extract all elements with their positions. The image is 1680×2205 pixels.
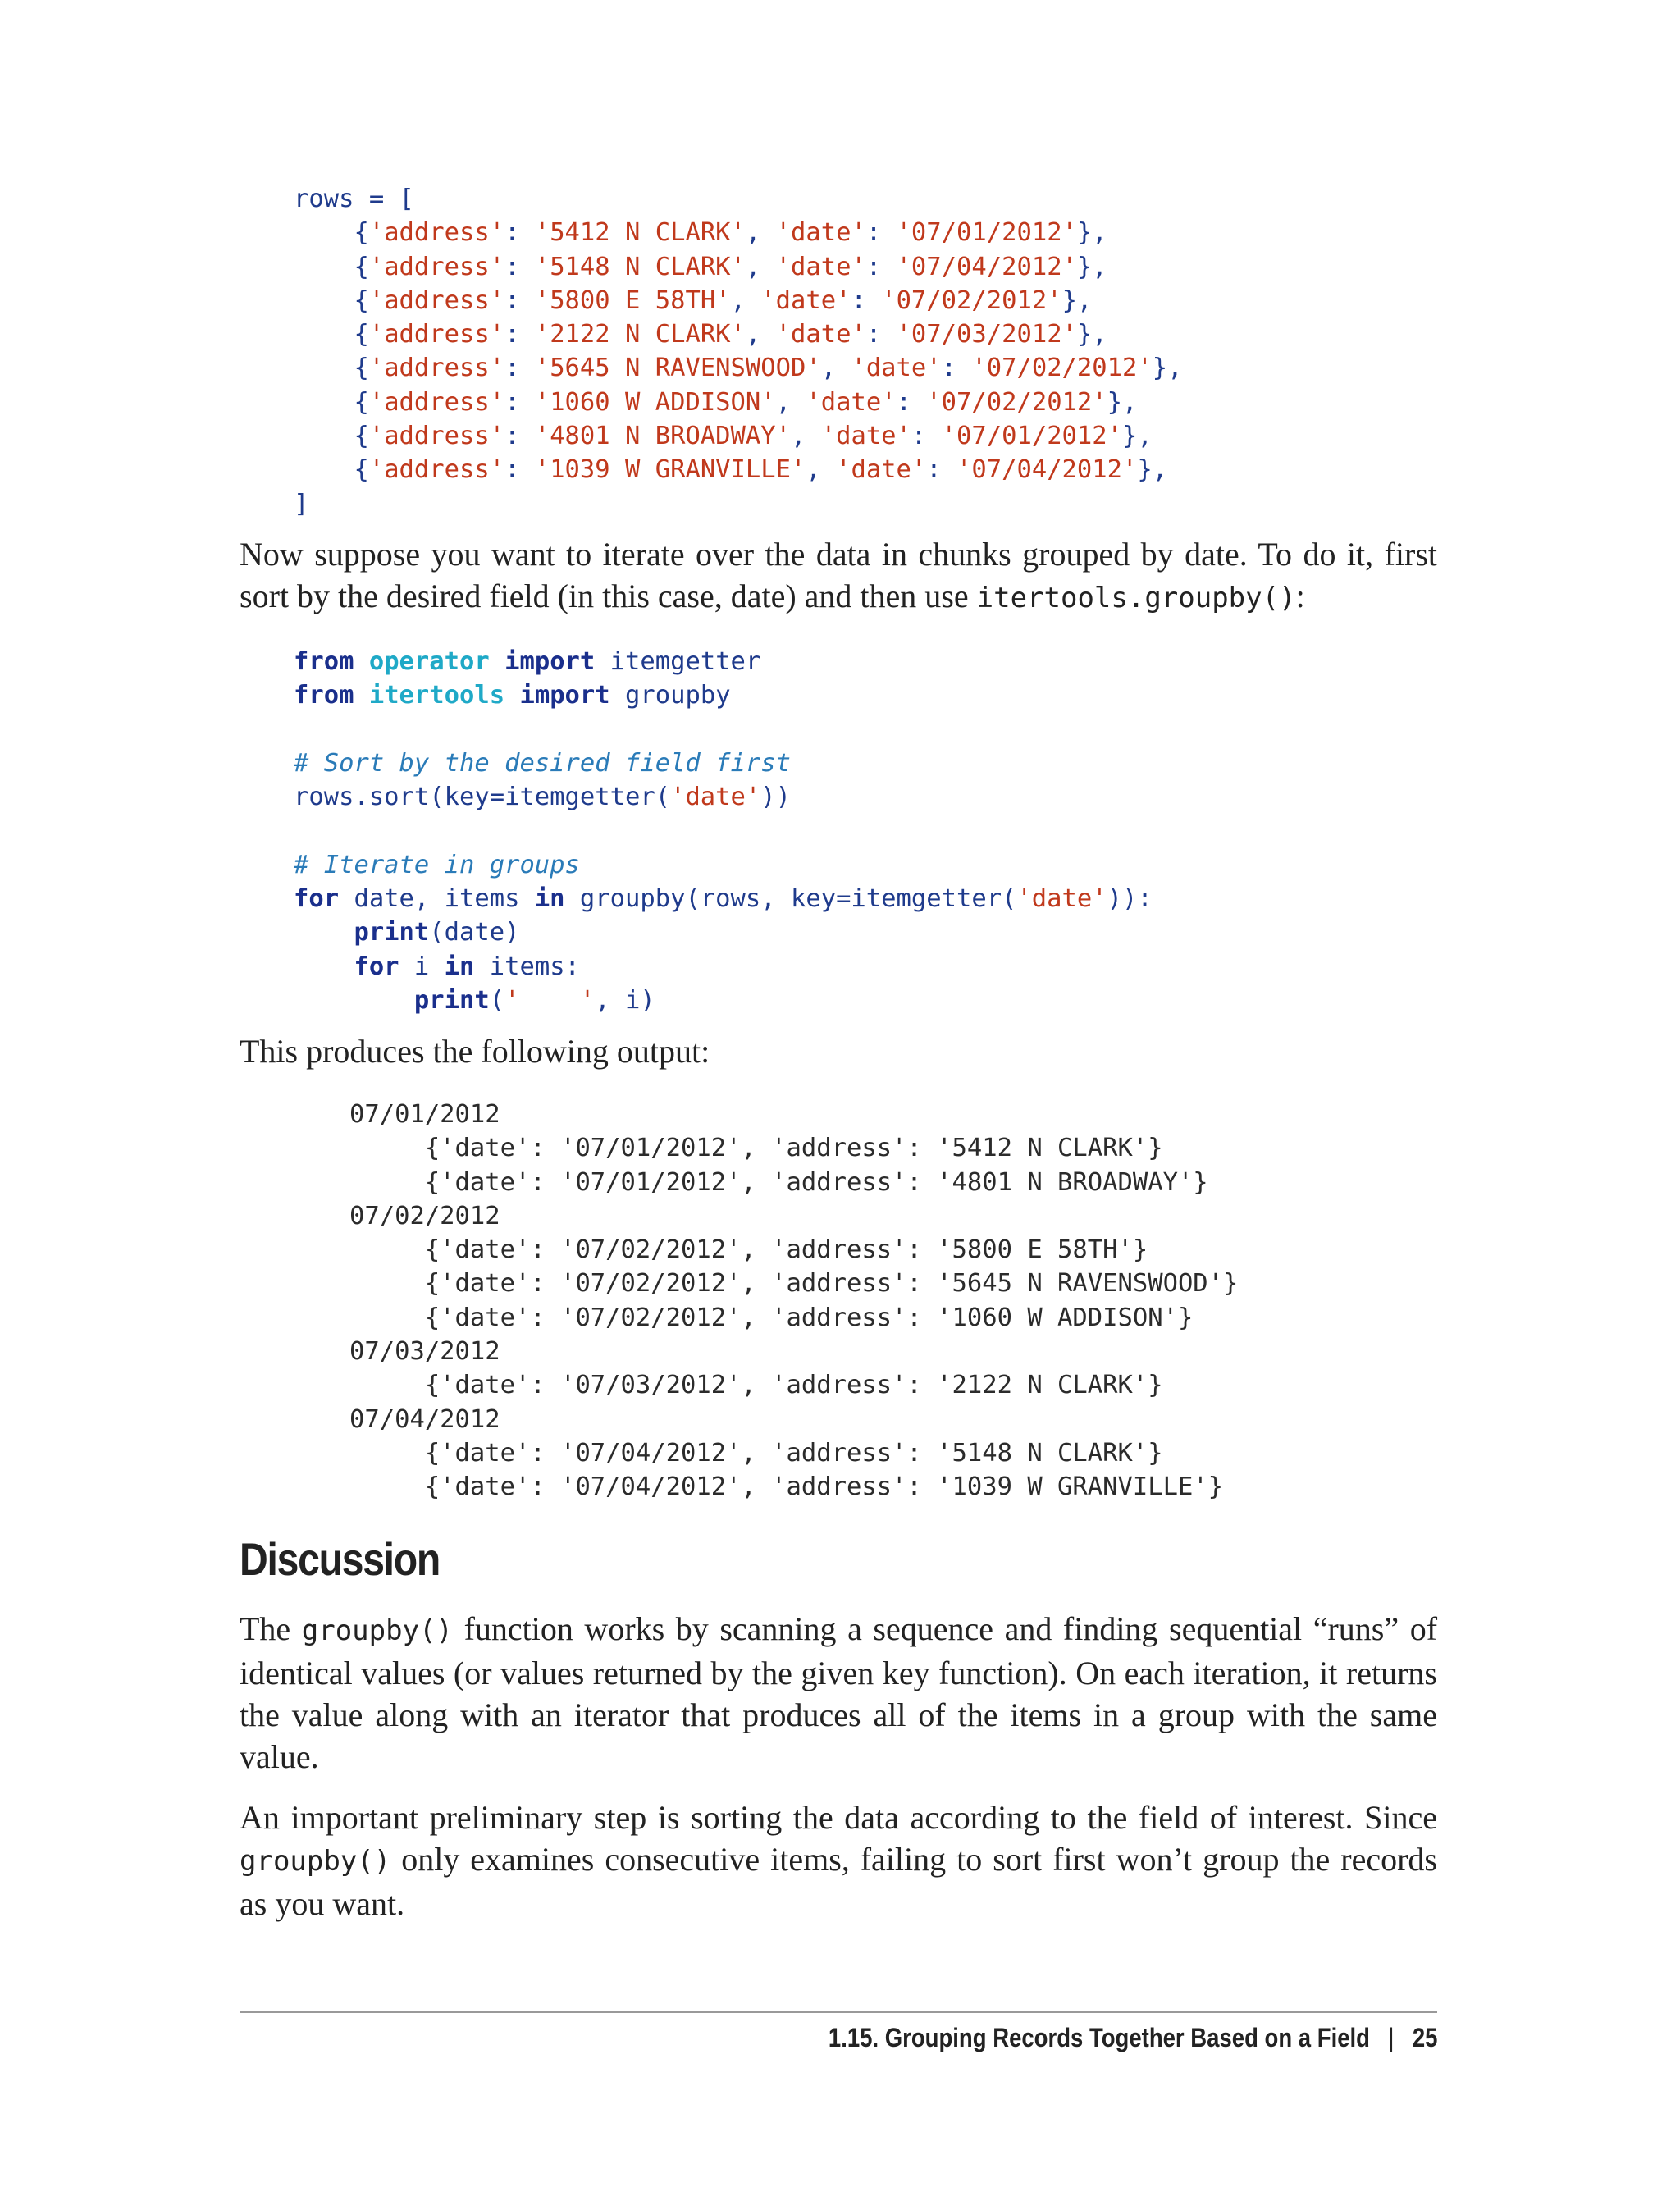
code-line bbox=[294, 386, 1182, 419]
code-token: 'address' bbox=[368, 455, 505, 485]
output-line: {'date': '07/01/2012', 'address': '5412 N CLARK'} bbox=[349, 1134, 1163, 1163]
code-token: 'address' bbox=[368, 285, 505, 315]
code-token: '1060 W ADDISON' bbox=[534, 387, 776, 417]
code-token: '07/02/2012' bbox=[926, 387, 1107, 417]
paragraph-discussion-2-post: only examines consecutive items, failing to sort first won’t group the records as you want. bbox=[240, 1841, 1437, 1922]
code-line bbox=[294, 487, 1182, 521]
code-token bbox=[294, 952, 354, 981]
output-line: 07/02/2012 bbox=[349, 1201, 500, 1230]
inline-code-groupby-2: groupby() bbox=[240, 1845, 391, 1878]
code-token: # Iterate in groups bbox=[294, 850, 580, 879]
code-token: '07/02/2012' bbox=[881, 285, 1062, 315]
code-token: '2122 N CLARK' bbox=[534, 320, 746, 349]
code-token: : bbox=[504, 218, 535, 248]
code-token: '07/04/2012' bbox=[956, 455, 1138, 485]
paragraph-discussion-1 bbox=[240, 1608, 1437, 1778]
code-line bbox=[294, 419, 1182, 453]
code-token: ] bbox=[294, 489, 309, 518]
code-line bbox=[294, 678, 1153, 712]
code-token: '07/03/2012' bbox=[896, 320, 1077, 349]
code-token: 'address' bbox=[368, 320, 505, 349]
code-token: '07/01/2012' bbox=[896, 218, 1077, 248]
code-token bbox=[354, 681, 368, 710]
code-token: }, bbox=[1137, 455, 1168, 485]
code-token: }, bbox=[1061, 285, 1093, 315]
output-line: {'date': '07/02/2012', 'address': '5800 E 58TH'} bbox=[349, 1235, 1148, 1265]
output-line: 07/04/2012 bbox=[349, 1404, 500, 1434]
output-line: {'date': '07/04/2012', 'address': '5148 N CLARK'} bbox=[349, 1438, 1163, 1468]
code-line bbox=[294, 882, 1153, 915]
code-token: ( bbox=[489, 985, 505, 1015]
code-line bbox=[294, 317, 1182, 351]
code-token: rows.sort(key=itemgetter( bbox=[294, 783, 671, 812]
code-token: : bbox=[504, 354, 535, 383]
code-token: }, bbox=[1076, 320, 1107, 349]
code-token: rows = [ bbox=[294, 185, 414, 213]
code-token: 'date' bbox=[760, 285, 851, 315]
code-token: : bbox=[926, 455, 957, 485]
output-line: 07/03/2012 bbox=[349, 1337, 500, 1367]
code-line bbox=[294, 216, 1182, 249]
output-line: {'date': '07/01/2012', 'address': '4801 N BROADWAY'} bbox=[349, 1167, 1208, 1197]
code-token: : bbox=[865, 252, 897, 281]
code-token: : bbox=[865, 320, 897, 349]
paragraph-intro-tail: : bbox=[1295, 578, 1305, 614]
code-block-rows bbox=[294, 182, 1182, 521]
code-token: { bbox=[294, 285, 369, 315]
inline-code-groupby: groupby() bbox=[301, 1614, 453, 1647]
code-line bbox=[294, 453, 1182, 486]
code-token: operator bbox=[368, 647, 490, 676]
code-line bbox=[294, 645, 1153, 678]
code-token: { bbox=[294, 455, 369, 485]
code-token: }, bbox=[1152, 354, 1183, 383]
code-token: '07/04/2012' bbox=[896, 252, 1077, 281]
code-token: 'date' bbox=[670, 783, 761, 812]
output-line: {'date': '07/03/2012', 'address': '2122 N CLARK'} bbox=[349, 1371, 1163, 1400]
code-token: }, bbox=[1122, 422, 1153, 451]
code-token: : bbox=[504, 455, 535, 485]
code-token: : bbox=[941, 354, 972, 383]
code-token: 'date' bbox=[851, 354, 942, 383]
code-token: 'address' bbox=[368, 422, 505, 451]
code-token: , bbox=[745, 218, 776, 248]
code-line bbox=[294, 250, 1182, 284]
code-token: : bbox=[896, 387, 927, 417]
paragraph-discussion-1-pre: The bbox=[240, 1610, 302, 1647]
code-token: groupby bbox=[609, 681, 731, 710]
code-token: for bbox=[294, 884, 340, 914]
code-token: : bbox=[504, 252, 535, 281]
code-token: }, bbox=[1107, 387, 1138, 417]
code-token bbox=[490, 647, 504, 676]
code-token bbox=[294, 918, 354, 947]
output-line: {'date': '07/02/2012', 'address': '5645 N RAVENSWOOD'} bbox=[349, 1269, 1239, 1299]
code-line bbox=[294, 713, 1153, 746]
code-token: , bbox=[745, 320, 776, 349]
code-line bbox=[294, 814, 1153, 847]
output-line: 07/01/2012 bbox=[349, 1100, 500, 1129]
code-line bbox=[294, 848, 1153, 882]
code-token: { bbox=[294, 422, 369, 451]
code-token: )): bbox=[1107, 884, 1153, 914]
code-token: 'date' bbox=[1016, 884, 1107, 914]
code-token bbox=[294, 986, 414, 1015]
code-token: '07/02/2012' bbox=[971, 354, 1153, 383]
output-line: {'date': '07/02/2012', 'address': '1060 W ADDISON'} bbox=[349, 1303, 1194, 1332]
code-line bbox=[294, 780, 1153, 814]
code-token: , bbox=[730, 285, 761, 315]
code-token: , bbox=[820, 354, 851, 383]
code-token: 'date' bbox=[820, 422, 911, 451]
code-token: , bbox=[745, 252, 776, 281]
code-token: groupby(rows, key=itemgetter( bbox=[564, 884, 1017, 914]
code-token: 'address' bbox=[368, 387, 505, 417]
code-token: 'date' bbox=[775, 218, 866, 248]
code-block-groupby bbox=[294, 645, 1153, 1017]
code-token: from bbox=[294, 681, 354, 710]
code-token: (date) bbox=[429, 918, 520, 947]
output-line: {'date': '07/04/2012', 'address': '1039 W GRANVILLE'} bbox=[349, 1472, 1224, 1502]
code-line bbox=[294, 351, 1182, 385]
code-token: 'date' bbox=[775, 252, 866, 281]
code-token: { bbox=[294, 218, 369, 248]
code-token: '5412 N CLARK' bbox=[534, 218, 746, 248]
paragraph-discussion-2 bbox=[240, 1796, 1437, 1924]
code-token: { bbox=[294, 387, 369, 417]
code-token: }, bbox=[1076, 218, 1107, 248]
code-token: { bbox=[294, 354, 369, 383]
code-token: '4801 N BROADWAY' bbox=[534, 422, 791, 451]
code-line bbox=[294, 950, 1153, 984]
code-token: '5645 N RAVENSWOOD' bbox=[534, 354, 821, 383]
code-token: # Sort by the desired field first bbox=[294, 748, 791, 778]
code-token: date, items bbox=[339, 884, 535, 914]
page-number: 25 bbox=[1412, 2023, 1437, 2052]
paragraph-output-intro: This produces the following output: bbox=[240, 1033, 710, 1070]
code-token: itemgetter bbox=[595, 647, 761, 676]
code-token: '07/01/2012' bbox=[941, 422, 1123, 451]
code-line bbox=[294, 746, 1153, 780]
paragraph-intro-text: Now suppose you want to iterate over the data in chunks grouped by date. To do it, first sort by the desired field (in this case, date) and then use bbox=[240, 536, 1437, 614]
paragraph-discussion-2-pre: An important preliminary step is sorting the data according to the field of interest. Since bbox=[240, 1799, 1437, 1836]
code-line bbox=[294, 984, 1153, 1017]
code-token: for bbox=[354, 952, 399, 981]
code-token: , bbox=[775, 387, 806, 417]
code-token: import bbox=[519, 681, 610, 710]
code-token: '5148 N CLARK' bbox=[534, 252, 746, 281]
code-token: 'date' bbox=[806, 387, 897, 417]
code-token: }, bbox=[1076, 252, 1107, 281]
footer-rule bbox=[240, 2011, 1437, 2013]
code-token: '5800 E 58TH' bbox=[534, 285, 731, 315]
code-token: , bbox=[791, 422, 821, 451]
code-token: : bbox=[851, 285, 882, 315]
code-token: print bbox=[354, 918, 430, 947]
section-heading: Discussion bbox=[240, 1533, 441, 1585]
code-token: print bbox=[413, 985, 490, 1015]
paragraph-discussion-1-post: function works by scanning a sequence and finding sequential “runs” of identical values (or values returned by the given key function). On each iteration, it returns the value along with an iterator that produces all of the items in a group with the same value. bbox=[240, 1610, 1438, 1775]
code-token: ' ' bbox=[504, 985, 596, 1015]
code-block-output bbox=[349, 1098, 1238, 1504]
code-token: 'address' bbox=[368, 354, 505, 383]
code-token: { bbox=[294, 320, 369, 349]
code-token: from bbox=[294, 647, 354, 676]
code-token: : bbox=[911, 422, 942, 451]
code-token: , bbox=[806, 455, 837, 485]
code-token: 'date' bbox=[836, 455, 927, 485]
code-token: , i) bbox=[595, 985, 655, 1015]
code-token bbox=[504, 681, 519, 710]
code-token: in bbox=[534, 884, 565, 914]
code-token: 'date' bbox=[775, 320, 866, 349]
code-token: 'address' bbox=[368, 218, 505, 248]
footer-separator: | bbox=[1387, 2023, 1395, 2052]
code-token: i bbox=[399, 952, 445, 981]
code-token: : bbox=[865, 218, 897, 248]
paragraph-intro bbox=[240, 533, 1437, 619]
inline-code-itertools-groupby: itertools.groupby() bbox=[976, 582, 1296, 614]
code-token: '1039 W GRANVILLE' bbox=[534, 455, 806, 485]
code-token: import bbox=[504, 647, 596, 676]
code-line bbox=[294, 182, 1182, 216]
code-token bbox=[354, 647, 368, 676]
code-token: : bbox=[504, 320, 535, 349]
code-token: items: bbox=[474, 952, 580, 981]
code-token: )) bbox=[760, 783, 791, 812]
code-token: : bbox=[504, 422, 535, 451]
code-token: : bbox=[504, 285, 535, 315]
code-token: itertools bbox=[368, 681, 505, 710]
code-token: in bbox=[444, 952, 475, 981]
page-footer bbox=[828, 2023, 1437, 2053]
code-token: 'address' bbox=[368, 252, 505, 281]
code-token: : bbox=[504, 387, 535, 417]
code-token: { bbox=[294, 252, 369, 281]
code-line bbox=[294, 284, 1182, 317]
code-line bbox=[294, 915, 1153, 949]
footer-section-title: 1.15. Grouping Records Together Based on a Field bbox=[828, 2023, 1370, 2052]
